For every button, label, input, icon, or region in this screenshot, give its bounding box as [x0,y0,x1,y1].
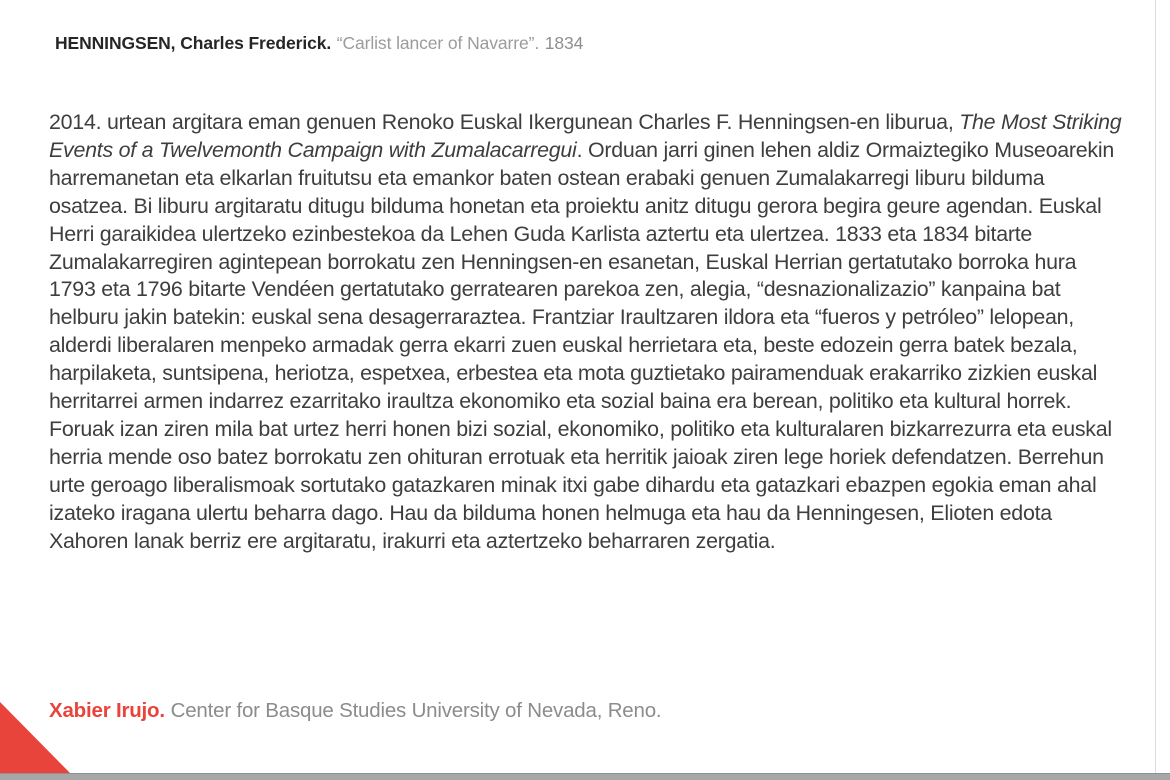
artwork-title: “Carlist lancer of Navarre”. [336,33,540,53]
book-title-italic: The Most Striking Events of a Twelvemonth Campaign with Zumalacarregui [49,110,1122,162]
paragraph-text-start: 2014. urtean argitara eman genuen Renoko Euskal Ikergunean Charles F. Henningsen-en liburua, [49,110,960,134]
artwork-year: 1834 [544,33,584,53]
body-paragraph [49,109,1127,556]
credit-author-name: Xabier Irujo. [49,699,165,722]
credit-line [49,699,661,723]
bottom-bar-decoration [0,773,1170,780]
paragraph-text-end: . Orduan jarri ginen lehen aldiz Ormaiztegiko Museoarekin harremanetan eta elkarlan fruitutsu eta emankor baten ostean erabaki genuen Zumalakarregi liburu bilduma osatzea. Bi liburu argitaratu ditugu bilduma honetan eta proiektu anitz ditugu gerora begira geure agendan. Euskal Herri garaikidea ulertzeko ezinbestekoa da Lehen Guda Karlista aztertu eta ulertzea. 1833 eta 1834 bitarte Zumalakarregiren agintepean borrokatu zen Henningsen-en esanetan, Euskal Herrian gertatutako borroka hura 1793 eta 1796 bitarte Vendéen gertatutako gerratearen parekoa zen, alegia, “desnazionalizazio” kanpaina bat helburu jakin batekin: euskal sena desagerraraztea. Frantziar Iraultzaren ildora eta “fueros y petróleo” lelopean, alderdi liberalaren menpeko armadak gerra ekarri zuen euskal herrietara eta, beste edozein gerra batek bezala, harpilaketa, suntsipena, heriotza, espetxea, erbestea eta mota guztietako pairamenduak erakarriko zizkien euskal herritarrei armen indarrez ezarritako iraultza ekonomiko eta sozial baina era berean, politiko eta kultural horrek. Foruak izan ziren mila bat urtez herri honen bizi sozial, ekonomiko, politiko eta kulturalaren bizkarrezurra eta euskal herria mende oso batez borrokatu zen ohituran errotuak eta herritik jaioak ziren lege horiek defendatzen. Berrehun urte geroago liberalismoak sortutako gatazkaren minak itxi gabe dihardu eta gatazkari ebazpen egokia eman ahal izateko iragana ulertu beharra dago. Hau da bilduma honen helmuga eta hau da Henningesen, Elioten edota Xahoren lanak berriz ere argitaratu, irakurri eta aztertzeko beharraren zergatia. [49,137,1114,553]
artwork-author: HENNINGSEN, Charles Frederick. [55,33,332,53]
credit-affiliation: Center for Basque Studies University of Nevada, Reno. [170,699,662,722]
header-caption [55,33,583,54]
page-right-edge-divider [1155,0,1156,773]
